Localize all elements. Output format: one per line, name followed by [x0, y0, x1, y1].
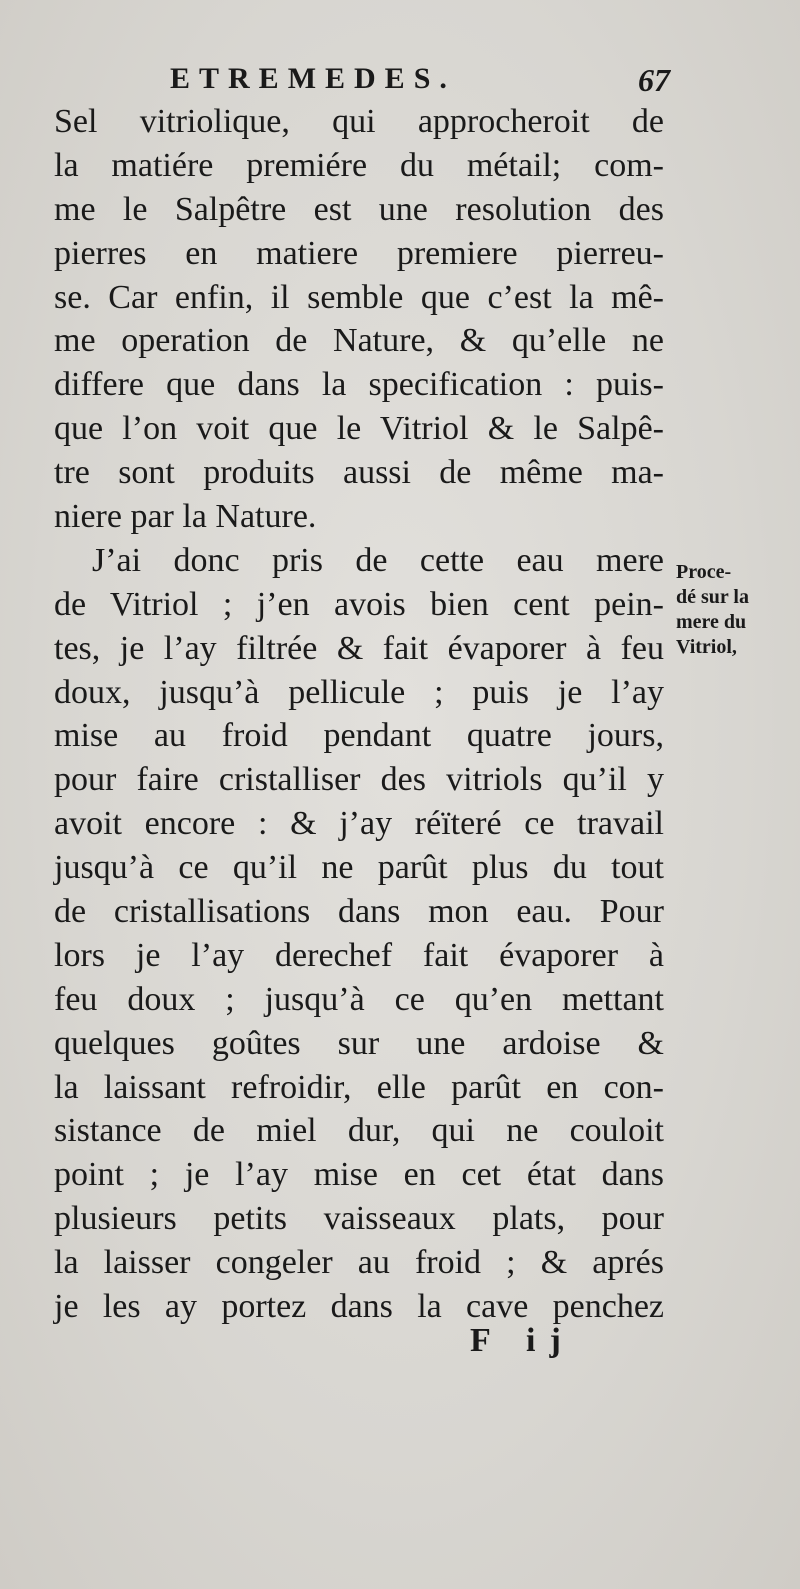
text-line: niere par la Nature. — [54, 498, 317, 536]
text-line: feu doux ; jusqu’à ce qu’en mettant — [54, 980, 664, 1018]
text-line: quelques goûtes sur une ardoise & — [54, 1024, 664, 1062]
text-line: mise au froid pendant quatre jours, — [54, 717, 664, 755]
text-line: tes, je l’ay filtrée & fait évaporer à feu — [54, 629, 664, 667]
text-line: jusqu’à ce qu’il ne parût plus du tout — [54, 849, 664, 887]
text-line: pour faire cristalliser des vitriols qu’il y — [54, 761, 664, 799]
margin-note-line: Proce- — [676, 561, 732, 583]
text-line: avoit encore : & j’ay réïteré ce travail — [54, 805, 664, 843]
signature-mark: F ij — [470, 1322, 575, 1359]
margin-note-line: mere du — [676, 611, 747, 633]
running-title: ETREMEDES. — [170, 62, 456, 95]
text-line: la laisser congeler au froid ; & aprés — [54, 1244, 664, 1282]
text-line: Sel vitriolique, qui approcheroit de — [54, 103, 664, 140]
text-line: pierres en matiere premiere pierreu- — [54, 234, 664, 272]
text-line: se. Car enfin, il semble que c’est la mê- — [54, 278, 664, 316]
text-line: me le Salpêtre est une resolution des — [54, 190, 664, 228]
text-line: doux, jusqu’à pellicule ; puis je l’ay — [54, 673, 664, 711]
margin-note — [676, 560, 788, 660]
body-text — [54, 100, 664, 1329]
text-line: sistance de miel dur, qui ne couloit — [54, 1112, 664, 1150]
paragraph-start-line: J’ai donc pris de cette eau mere — [92, 541, 664, 579]
margin-note-line: Vitriol, — [676, 636, 737, 658]
text-line: de cristallisations dans mon eau. Pour — [54, 893, 664, 931]
text-line: differe que dans la specification : puis- — [54, 366, 664, 404]
text-line: tre sont produits aussi de même ma- — [54, 454, 664, 492]
text-line: je les ay portez dans la cave penchez — [54, 1288, 664, 1326]
margin-note-line: dé sur la — [676, 586, 749, 608]
running-head — [170, 62, 670, 102]
text-line: la matiére premiére du métail; com- — [54, 146, 664, 184]
text-line: la laissant refroidir, elle parût en con- — [54, 1068, 664, 1106]
page-number: 67 — [638, 62, 670, 98]
text-line: que l’on voit que le Vitriol & le Salpê- — [54, 410, 664, 448]
text-line: me operation de Nature, & qu’elle ne — [54, 322, 664, 360]
text-line: point ; je l’ay mise en cet état dans — [54, 1156, 664, 1194]
text-line: lors je l’ay derechef fait évaporer à — [54, 936, 664, 974]
text-line: plusieurs petits vaisseaux plats, pour — [54, 1200, 664, 1238]
text-line: de Vitriol ; j’en avois bien cent pein- — [54, 585, 664, 623]
